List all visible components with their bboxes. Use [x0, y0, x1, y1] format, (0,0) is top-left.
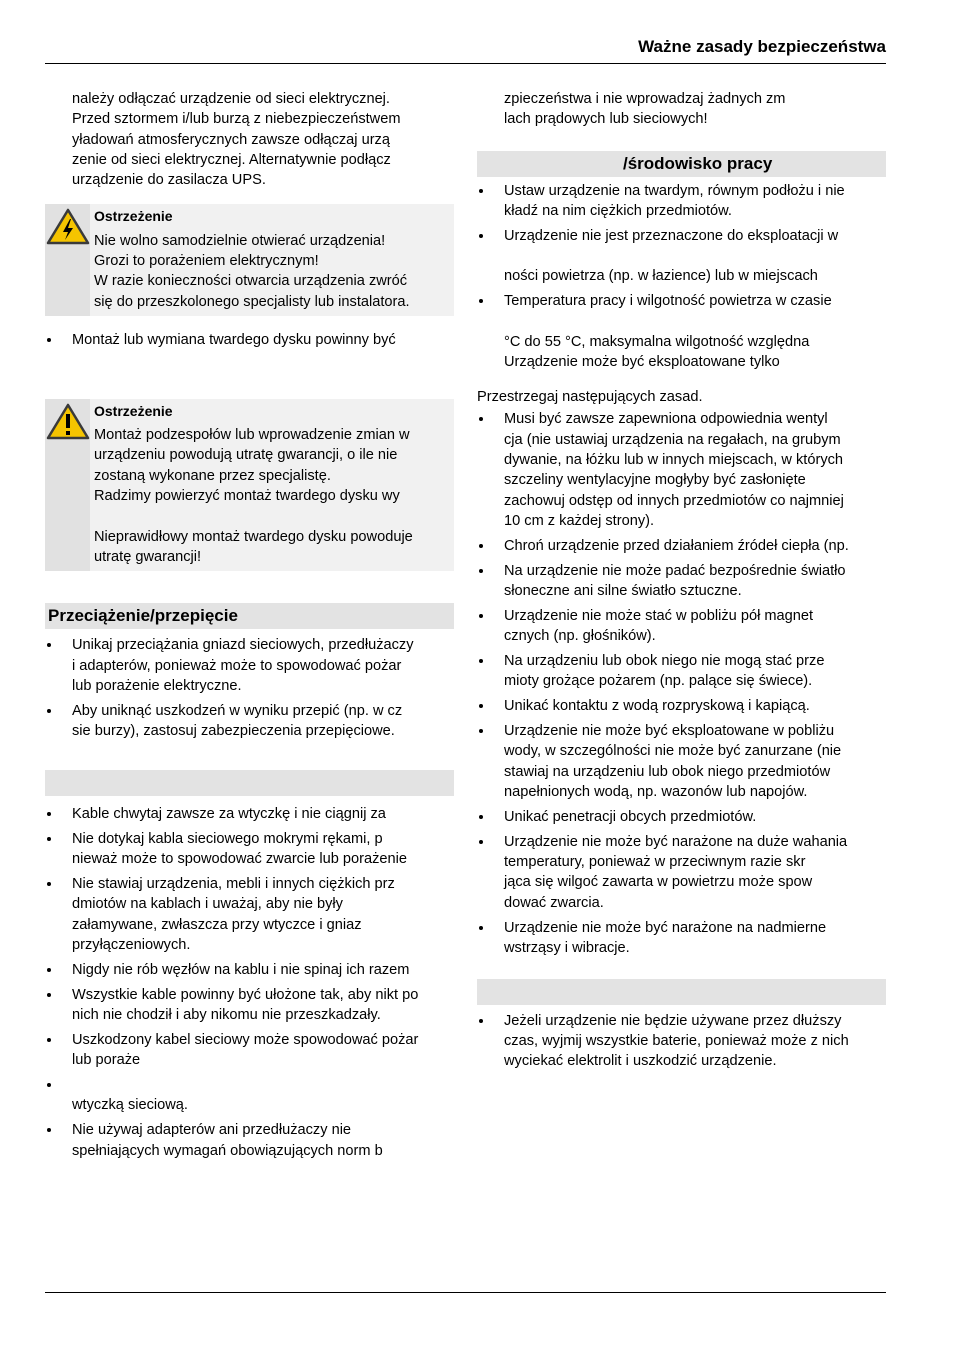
list-item: wtyczką sieciową.: [45, 1075, 454, 1116]
environment-list: [477, 181, 886, 373]
warning-icon-cell: [45, 399, 90, 571]
list-item: Ustaw urządzenie na twardym, równym podłożu i nie kładź na nim ciężkich przedmiotów.: [477, 181, 886, 222]
warning-box-modification: [45, 399, 454, 571]
list-item: Musi być zawsze zapewniona odpowiednia wentyl cja (nie ustawiaj urządzenia na regałach, na grubym dywanie, na łóżku lub w innych miejscach, w których szczeliny wentylacyjne mogłyby być zasłonięte zachowuj odstęp od innych przedmiotów co najmniej 10 cm z każdej strony).: [477, 409, 886, 531]
rules-intro: Przestrzegaj następujących zasad.: [477, 389, 703, 406]
intro-paragraph: należy odłączać urządzenie od sieci elektrycznej. Przed sztormem i/lub burzą z niebezpieczeństwem yładowań atmosferycznych zawsze odłączaj urzą zenie od sieci elektrycznej. Alternatywnie podłącz urządzenie do zasilacza UPS.: [72, 91, 401, 189]
list-item: Urządzenie nie może stać w pobliżu pół magnet cznych (np. głośników).: [477, 606, 886, 647]
warning-box-electric: [45, 204, 454, 315]
page-header-title: Ważne zasady bezpieczeństwa: [638, 37, 886, 56]
list-item: Uszkodzony kabel sieciowy może spowodować pożar lub poraże: [45, 1030, 454, 1071]
section-heading-text: /środowisko pracy: [623, 153, 773, 173]
section-heading-batteries: [477, 979, 886, 1005]
list-item: Nie używaj adapterów ani przedłużaczy nie spełniających wymagań obowiązujących norm b: [45, 1120, 454, 1161]
right-column: [477, 89, 886, 1076]
exclamation-warning-icon: [46, 403, 90, 441]
overload-list: [45, 635, 454, 741]
left-column: [45, 89, 454, 1165]
list-item: Nigdy nie rób węzłów na kablu i nie spinaj ich razem: [45, 960, 454, 980]
list-item: Montaż lub wymiana twardego dysku powinny być: [45, 330, 454, 350]
hdd-bullet-list: [45, 330, 454, 350]
list-item: Temperatura pracy i wilgotność powietrza w czasie °C do 55 °C, maksymalna wilgotność względna Urządzenie może być eksploatowane tylko: [477, 291, 886, 372]
intro-paragraph-continued: zpieczeństwa i nie wprowadzaj żadnych zm lach prądowych lub sieciowych!: [504, 91, 786, 128]
list-item: Nie dotykaj kabla sieciowego mokrymi rękami, p nieważ może to spowodować zwarcie lub porażenie: [45, 829, 454, 870]
list-item: Kable chwytaj zawsze za wtyczkę i nie ciągnij za: [45, 804, 454, 824]
list-item: Unikać penetracji obcych przedmiotów.: [477, 807, 886, 827]
list-item: Urządzenie nie może być narażone na duże wahania temperatury, ponieważ w przeciwnym razie skr jąca się wilgoć zawarta w powietrzu może spow dować zwarcia.: [477, 832, 886, 913]
warning-title: Ostrzeżenie: [94, 402, 173, 419]
list-item: Unikać kontaktu z wodą rozpryskową i kapiącą.: [477, 696, 886, 716]
list-item: Urządzenie nie może być eksploatowane w pobliżu wody, w szczególności nie może być zanurzane (nie stawiaj na urządzeniu lub obok niego przedmiotów napełnionych wodą, np. wazonów lub napojów.: [477, 721, 886, 802]
footer-rule: [45, 1292, 886, 1293]
warning-icon-cell: [45, 204, 90, 315]
warning-title: Ostrzeżenie: [94, 208, 173, 225]
rules-list: [477, 409, 886, 958]
batteries-list: [477, 1011, 886, 1072]
header-rule: [45, 63, 886, 64]
list-item: Chroń urządzenie przed działaniem źródeł ciepła (np.: [477, 536, 886, 556]
list-item: Na urządzeniu lub obok niego nie mogą stać prze mioty grożące pożarem (np. palące się świece).: [477, 651, 886, 692]
list-item: Unikaj przeciążania gniazd sieciowych, przedłużaczy i adapterów, ponieważ może to spowodować pożar lub porażenie elektryczne.: [45, 635, 454, 696]
list-item: Urządzenie nie może być narażone na nadmierne wstrząsy i wibracje.: [477, 918, 886, 959]
section-heading-cables: [45, 770, 454, 796]
section-heading-environment: [477, 151, 886, 177]
warning-text: Nie wolno samodzielnie otwierać urządzenia! Grozi to porażeniem elektrycznym! W razie konieczności otwarcia urządzenia zwróć się do przeszkolonego specjalisty lub instalatora.: [94, 232, 410, 310]
list-item: Nie stawiaj urządzenia, mebli i innych ciężkich prz dmiotów na kablach i uważaj, aby nie były załamywane, zwłaszcza przy wtyczce i gniaz przyłączeniowych.: [45, 874, 454, 955]
warning-text: Montaż podzespołów lub wprowadzenie zmian w urządzeniu powodują utratę gwarancji, o ile nie zostaną wykonane przez specjalistę. Radzimy powierzyć montaż twardego dysku wy Nieprawidłowy montaż twardego dysku powoduje utratę gwarancji!: [94, 427, 413, 565]
high-voltage-icon: [46, 208, 90, 246]
section-heading-overload: Przeciążenie/przepięcie: [45, 603, 454, 629]
list-item: Urządzenie nie jest przeznaczone do eksploatacji w ności powietrza (np. w łazience) lub w miejscach: [477, 226, 886, 287]
cables-list: [45, 804, 454, 1161]
list-item: Jeżeli urządzenie nie będzie używane przez dłuższy czas, wyjmij wszystkie baterie, ponieważ może z nich wyciekać elektrolit i uszkodzić urządzenie.: [477, 1011, 886, 1072]
list-item: Aby uniknąć uszkodzeń w wyniku przepić (np. w cz sie burzy), zastosuj zabezpieczenia przepięciowe.: [45, 701, 454, 742]
list-item: Wszystkie kable powinny być ułożone tak, aby nikt po nich nie chodził i aby nikomu nie przeszkadzały.: [45, 985, 454, 1026]
list-item: Na urządzenie nie może padać bezpośrednie światło słoneczne ani silne światło sztuczne.: [477, 561, 886, 602]
